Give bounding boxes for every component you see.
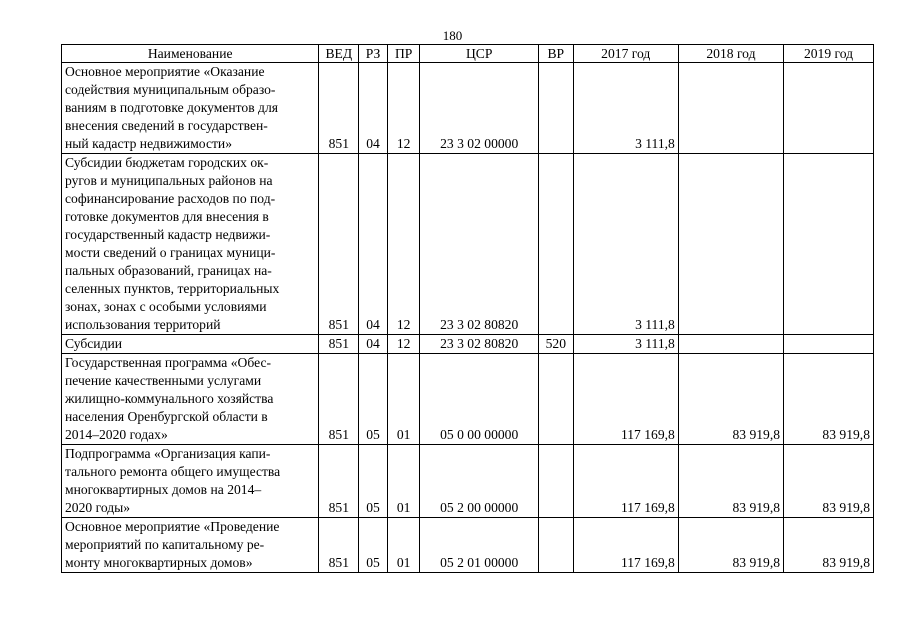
ved-cell: 851 [319, 154, 359, 335]
amount-2019-cell [784, 154, 874, 335]
amount-2017-cell: 117 169,8 [573, 445, 678, 518]
amount-2018-cell [678, 63, 783, 154]
amount-2018-cell: 83 919,8 [678, 354, 783, 445]
table-row [62, 354, 874, 445]
table-row [62, 154, 874, 335]
amount-2018-cell: 83 919,8 [678, 518, 783, 573]
csr-cell: 05 0 00 00000 [420, 354, 538, 445]
ved-cell: 851 [319, 335, 359, 354]
pr-cell: 12 [387, 154, 420, 335]
amount-2018-cell [678, 335, 783, 354]
row-name-cell: Основное мероприятие «Оказание содействия муниципальным образо- ваниям в подготовке документов для внесения сведений в государствен- ный кадастр недвижимости» [62, 63, 319, 154]
row-name-cell: Субсидии [62, 335, 319, 354]
vr-cell [538, 63, 573, 154]
pr-cell: 01 [387, 354, 420, 445]
rz-cell: 04 [359, 335, 388, 354]
amount-2019-cell: 83 919,8 [784, 354, 874, 445]
csr-cell: 05 2 00 00000 [420, 445, 538, 518]
ved-cell: 851 [319, 518, 359, 573]
table-row [62, 335, 874, 354]
amount-2019-cell: 83 919,8 [784, 518, 874, 573]
table-row [62, 445, 874, 518]
column-header-ved: ВЕД [319, 45, 359, 63]
vr-cell [538, 154, 573, 335]
amount-2019-cell [784, 335, 874, 354]
csr-cell: 23 3 02 00000 [420, 63, 538, 154]
ved-cell: 851 [319, 445, 359, 518]
column-header-2019: 2019 год [784, 45, 874, 63]
row-name-cell: Основное мероприятие «Проведение мероприятий по капитальному ре- монту многоквартирных домов» [62, 518, 319, 573]
pr-cell: 12 [387, 335, 420, 354]
vr-cell: 520 [538, 335, 573, 354]
vr-cell [538, 445, 573, 518]
column-header-vr: ВР [538, 45, 573, 63]
row-name-cell: Подпрограмма «Организация капи- тального ремонта общего имущества многоквартирных домов на 2014– 2020 годы» [62, 445, 319, 518]
page-number: 180 [442, 28, 463, 43]
amount-2017-cell: 3 111,8 [573, 154, 678, 335]
pr-cell: 12 [387, 63, 420, 154]
amount-2017-cell: 117 169,8 [573, 518, 678, 573]
rz-cell: 04 [359, 63, 388, 154]
column-header-2017: 2017 год [573, 45, 678, 63]
row-name-cell: Государственная программа «Обес- печение качественными услугами жилищно-коммунального хозяйства населения Оренбургской области в 2014–2020 годах» [62, 354, 319, 445]
vr-cell [538, 518, 573, 573]
amount-2018-cell: 83 919,8 [678, 445, 783, 518]
csr-cell: 23 3 02 80820 [420, 335, 538, 354]
row-name-cell: Субсидии бюджетам городских ок- ругов и муниципальных районов на софинансирование расходов по под- готовке документов для внесения в государственный кадастр недвижи- мости сведений о границах муници- пальных образований, границах на- селенных пунктов, территориальных зонах, зонах с особыми условиями использования территорий [62, 154, 319, 335]
csr-cell: 05 2 01 00000 [420, 518, 538, 573]
rz-cell: 05 [359, 445, 388, 518]
column-header-name: Наименование [62, 45, 319, 63]
amount-2017-cell: 117 169,8 [573, 354, 678, 445]
ved-cell: 851 [319, 63, 359, 154]
table-row [62, 63, 874, 154]
column-header-2018: 2018 год [678, 45, 783, 63]
table-row [62, 518, 874, 573]
budget-table [61, 44, 874, 573]
ved-cell: 851 [319, 354, 359, 445]
rz-cell: 05 [359, 518, 388, 573]
amount-2018-cell [678, 154, 783, 335]
rz-cell: 05 [359, 354, 388, 445]
amount-2017-cell: 3 111,8 [573, 335, 678, 354]
vr-cell [538, 354, 573, 445]
pr-cell: 01 [387, 518, 420, 573]
header-row [62, 45, 874, 63]
column-header-csr: ЦСР [420, 45, 538, 63]
column-header-pr: ПР [387, 45, 420, 63]
column-header-rz: РЗ [359, 45, 388, 63]
rz-cell: 04 [359, 154, 388, 335]
amount-2019-cell [784, 63, 874, 154]
amount-2017-cell: 3 111,8 [573, 63, 678, 154]
csr-cell: 23 3 02 80820 [420, 154, 538, 335]
pr-cell: 01 [387, 445, 420, 518]
amount-2019-cell: 83 919,8 [784, 445, 874, 518]
